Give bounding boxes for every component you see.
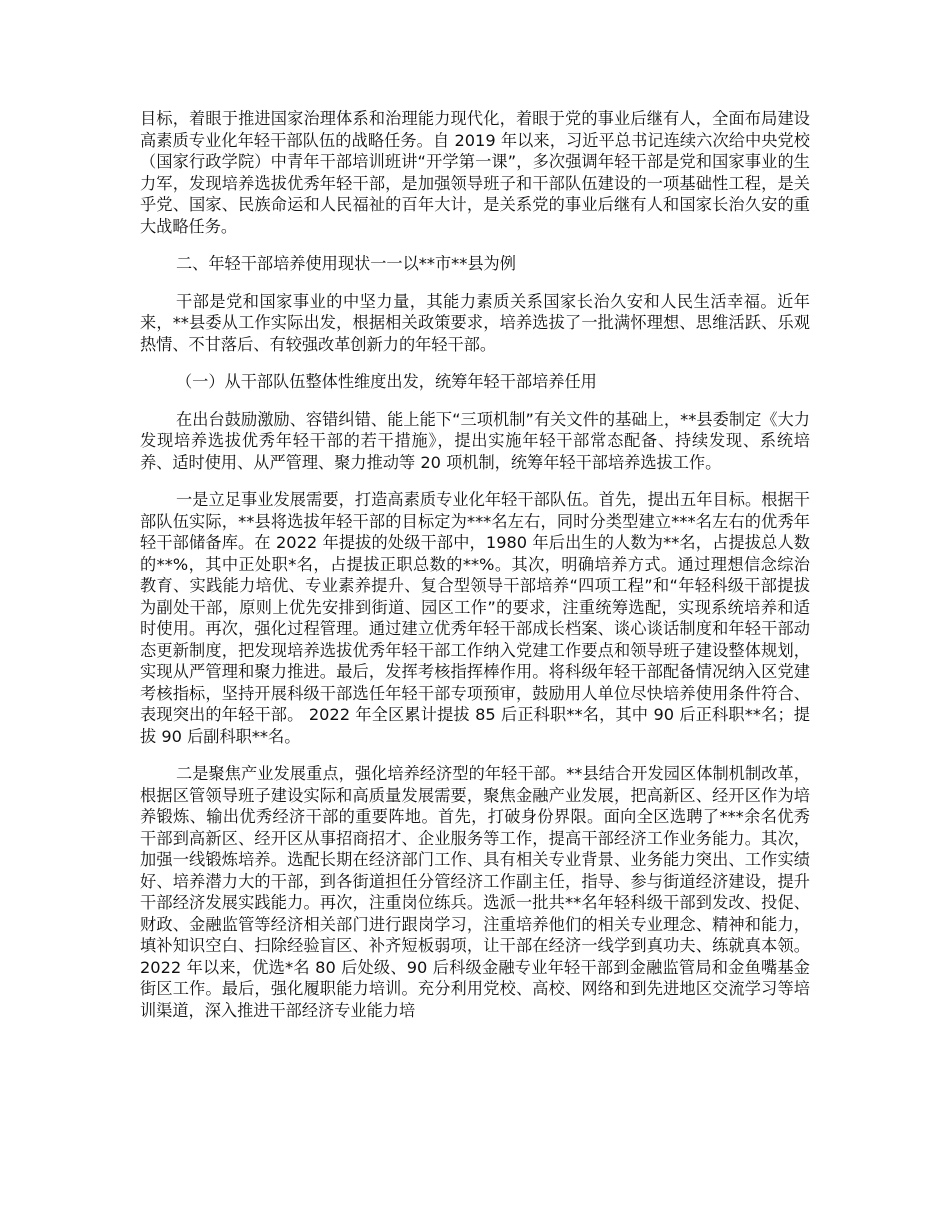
paragraph-intro-continued: 目标，着眼于推进国家治理体系和治理能力现代化，着眼于党的事业后继有人，全面布局建设高素质专业化年轻干部队伍的战略任务。自 2019 年以来，习近平总书记连续六次给中央党校（国家行政学院）中青年干部培训班讲“开学第一课”，多次强调年轻干部是党和国家事业的生力军，发现培养选拔优秀年轻干部，是加强领导班子和干部队伍建设的一项基础性工程，是关乎党、国家、民族命运和人民福祉的百年大计，是关系党的事业后继有人和国家长治久安的重大战略任务。	[140, 109, 810, 236]
subsection-heading-1: （一）从干部队伍整体性维度出发，统筹年轻干部培养任用	[176, 372, 597, 391]
paragraph-section-2-intro: 干部是党和国家事业的中坚力量，其能力素质关系国家长治久安和人民生活幸福。近年来，**县委从工作实际出发，根据相关政策要求，培养选拔了一批满怀理想、思维活跃、乐观热情、不甘落后、有较强改革创新力的年轻干部。	[140, 291, 810, 354]
section-heading-2: 二、年轻干部培养使用现状一一以**市**县为例	[176, 254, 516, 273]
paragraph-subsection-1-intro: 在出台鼓励激励、容错纠错、能上能下“三项机制”有关文件的基础上，**县委制定《大力发现培养选拔优秀年轻干部的若干措施》，提出实施年轻干部常态配备、持续发现、系统培养、适时使用、从严管理、聚力推动等 20 项机制，统筹年轻干部培养选拔工作。	[140, 409, 810, 472]
paragraph-point-1: 一是立足事业发展需要，打造高素质专业化年轻干部队伍。首先，提出五年目标。根据干部队伍实际，**县将选拔年轻干部的目标定为***名左右，同时分类型建立***名左右的优秀年轻干部储备库。在 2022 年提拔的处级干部中，1980 年后出生的人数为**名，占提拔总人数的**%，其中正处职*名，占提拔正职总数的**%。其次，明确培养方式。通过理想信念综治教育、实践能力培优、专业素养提升、复合型领导干部培养“四项工程”和“年轻科级干部提拔为副处干部，原则上优先安排到街道、园区工作”的要求，注重统筹选配，实现系统培养和适时使用。再次，强化过程管理。通过建立优秀年轻干部成长档案、谈心谈话制度和年轻干部动态更新制度，把发现培养选拔优秀年轻干部工作纳入党建工作要点和领导班子建设整体规划，实现从严管理和聚力推进。最后，发挥考核指挥棒作用。将科级年轻干部配备情况纳入区党建考核指标，坚持开展科级干部选任年轻干部专项预审，鼓励用人单位尽快培养使用条件符合、表现突出的年轻干部。 2022 年全区累计提拔 85 后正科职**名，其中 90 后正科职**名；提拔 90 后副科职**名。	[140, 490, 810, 746]
paragraph-point-2: 二是聚焦产业发展重点，强化培养经济型的年轻干部。**县结合开发园区体制机制改革，根据区管领导班子建设实际和高质量发展需要，聚焦金融产业发展，把高新区、经开区作为培养锻炼、输出优秀经济干部的重要阵地。首先，打破身份界限。面向全区选聘了***余名优秀干部到高新区、经开区从事招商招才、企业服务等工作，提高干部经济工作业务能力。其次，加强一线锻炼培养。选配长期在经济部门工作、具有相关专业背景、业务能力突出、工作实绩好、培养潜力大的干部，到各街道担任分管经济工作副主任，指导、参与街道经济建设，提升干部经济发展实践能力。再次，注重岗位练兵。选派一批共**名年轻科级干部到发改、投促、财政、金融监管等经济相关部门进行跟岗学习，注重培养他们的相关专业理念、精神和能力，填补知识空白、扫除经验盲区、补齐短板弱项，让干部在经济一线学到真功夫、练就真本领。2022 年以来，优选*名 80 后处级、90 后科级金融专业年轻干部到金融监管局和金鱼嘴基金街区工作。最后，强化履职能力培训。充分利用党校、高校、网络和到先进地区交流学习等培训渠道，深入推进干部经济专业能力培	[140, 764, 810, 1020]
